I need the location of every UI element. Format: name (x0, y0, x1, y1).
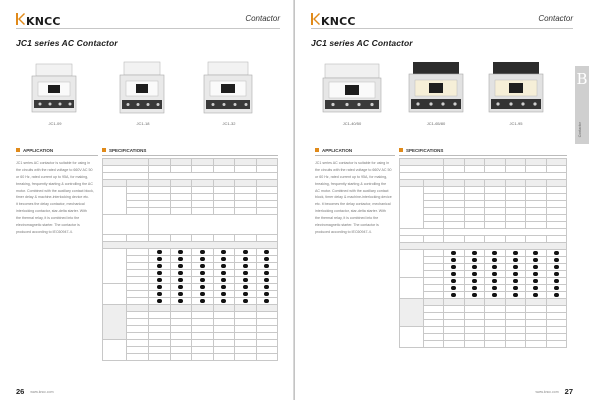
table-row (400, 194, 567, 201)
dot-mark (472, 272, 477, 277)
dot-mark (513, 258, 518, 263)
dot-mark (533, 293, 538, 298)
table-row (400, 236, 567, 243)
dot-mark (451, 265, 456, 270)
dot-mark (451, 258, 456, 263)
table-row (103, 277, 278, 284)
application-line: or 60 Hz, rated current up to 95A, for making, (16, 174, 89, 179)
application-line: motor. Combined with the auxiliary contact block, (16, 188, 94, 193)
logo-icon (311, 13, 320, 25)
dot-mark (221, 257, 226, 262)
bullet-square-icon (102, 148, 106, 152)
contactor-icon (110, 58, 176, 120)
contactor-icon (483, 58, 549, 120)
table-row (103, 166, 278, 173)
page-footer (16, 387, 54, 396)
product-image-3 (483, 58, 549, 126)
dot-mark (554, 293, 559, 298)
application-line: interlocking contactor, star-delta starter. With (16, 209, 87, 214)
dot-mark (554, 251, 559, 256)
table-row (400, 257, 567, 264)
application-line: breaking, frequently starting & controlling the (315, 181, 387, 186)
dot-mark (554, 258, 559, 263)
dot-mark (221, 250, 226, 255)
dot-mark (178, 257, 183, 262)
product-caption: JC1-65/80 (426, 121, 446, 126)
dot-mark (243, 271, 248, 276)
dot-mark (157, 292, 162, 297)
application-line: JC1 series AC contactor is suitable for using in (315, 161, 390, 165)
table-row (103, 305, 278, 312)
table-row (103, 291, 278, 298)
table-row (400, 222, 567, 229)
table-row (103, 201, 278, 208)
table-row (400, 299, 567, 306)
table-row (400, 201, 567, 208)
dot-mark (200, 264, 205, 269)
table-row (400, 180, 567, 187)
table-row (103, 159, 278, 166)
table-row (103, 263, 278, 270)
table-row (400, 271, 567, 278)
application-line: the thermal relay, it is combined into the (16, 216, 80, 221)
section-label: Contactor (245, 14, 280, 23)
product-caption: JC1-09 (48, 121, 62, 126)
product-caption: JC1-32 (222, 121, 236, 126)
table-row (400, 215, 567, 222)
product-caption: JC1-40/50 (342, 121, 362, 126)
table-row (103, 235, 278, 242)
dot-mark (178, 250, 183, 255)
dot-mark (178, 299, 183, 304)
table-row (400, 278, 567, 285)
application-line: the circuits with the rated voltage to 660V AC 50 (315, 167, 392, 172)
application-line: the circuits with the rated voltage to 660V AC 50 (16, 167, 93, 172)
product-image-3 (196, 58, 262, 126)
side-tab (575, 66, 589, 144)
dot-mark (472, 293, 477, 298)
application-line: produced according to IEC60947-4. (315, 229, 372, 234)
table-row (400, 320, 567, 327)
dot-mark (157, 299, 162, 304)
page-number: 26 (16, 387, 25, 396)
dot-mark (243, 257, 248, 262)
dot-mark (221, 271, 226, 276)
dot-mark (451, 293, 456, 298)
table-row (103, 354, 278, 361)
dot-mark (472, 286, 477, 291)
specifications-rule (399, 155, 567, 156)
table-row (400, 208, 567, 215)
product-image-2 (110, 58, 176, 126)
dot-mark (178, 278, 183, 283)
dot-mark (513, 265, 518, 270)
application-line: etc. it becomes the delay contactor, mechanical (315, 202, 391, 207)
application-line: or 60 Hz, rated current up to 95A, for making, (315, 174, 388, 179)
dot-mark (264, 285, 269, 290)
dot-mark (157, 250, 162, 255)
dot-mark (157, 278, 162, 283)
table-row (400, 187, 567, 194)
table-row (103, 333, 278, 340)
page-number: 27 (564, 387, 573, 396)
application-text (315, 160, 395, 236)
dot-mark (264, 292, 269, 297)
table-row (103, 347, 278, 354)
application-line: AC motor. Combined with the auxiliary contact (315, 188, 389, 193)
dot-mark (554, 265, 559, 270)
dot-mark (200, 299, 205, 304)
page-title: JC1 series AC Contactor (311, 38, 413, 48)
table-row (103, 340, 278, 347)
dot-mark (200, 292, 205, 297)
table-row (400, 250, 567, 257)
application-line: block, timer delay & machine-interlocking device (315, 195, 392, 200)
application-line: the thermal relay, it is combined into the (315, 216, 379, 221)
table-row (103, 194, 278, 201)
table-row (400, 285, 567, 292)
dot-mark (533, 251, 538, 256)
dot-mark (451, 272, 456, 277)
table-row (400, 341, 567, 348)
contactor-icon (403, 58, 469, 120)
table-row (103, 256, 278, 263)
table-row (103, 249, 278, 256)
dot-mark (157, 264, 162, 269)
bullet-square-icon (399, 148, 403, 152)
dot-mark (492, 286, 497, 291)
section-label: Contactor (538, 14, 573, 23)
bullet-square-icon (16, 148, 20, 152)
dot-mark (533, 265, 538, 270)
dot-mark (178, 285, 183, 290)
logo-text: KNCC (26, 15, 61, 28)
dot-mark (513, 293, 518, 298)
dot-mark (554, 272, 559, 277)
table-row (400, 243, 567, 250)
dot-mark (533, 286, 538, 291)
table-row (103, 270, 278, 277)
application-line: JC1 series AC contactor is suitable for using in (16, 161, 91, 165)
application-line: produced according to IEC60947-4. (16, 229, 73, 234)
bullet-square-icon (315, 148, 319, 152)
specifications-table (102, 158, 278, 361)
table-row (103, 208, 278, 215)
dot-mark (157, 271, 162, 276)
application-line: breaking, frequently starting & controlling the AC (16, 181, 93, 186)
table-row (103, 298, 278, 305)
dot-mark (472, 258, 477, 263)
table-row (103, 312, 278, 319)
dot-mark (221, 299, 226, 304)
dot-mark (157, 257, 162, 262)
logo-icon (16, 13, 25, 25)
table-row (103, 284, 278, 291)
dot-mark (243, 285, 248, 290)
contactor-icon (196, 58, 262, 120)
dot-mark (264, 257, 269, 262)
dot-mark (451, 251, 456, 256)
dot-mark (451, 286, 456, 291)
dot-mark (492, 265, 497, 270)
dot-mark (221, 292, 226, 297)
dot-mark (243, 250, 248, 255)
side-tab-label: Contactor (578, 122, 582, 138)
dot-mark (221, 264, 226, 269)
footer-website: www.kncc.com (535, 389, 559, 394)
application-rule (16, 155, 98, 156)
dot-mark (264, 250, 269, 255)
application-heading: APPLICATION (16, 146, 53, 154)
table-row (103, 326, 278, 333)
product-caption: JC1-95 (509, 121, 523, 126)
application-text (16, 160, 98, 236)
header-rule (16, 28, 280, 29)
dot-mark (554, 286, 559, 291)
table-row (400, 327, 567, 334)
table-row (400, 306, 567, 313)
dot-mark (178, 264, 183, 269)
application-line: electromagnetic starter. The contactor is (16, 223, 80, 228)
dot-mark (472, 265, 477, 270)
dot-mark (221, 278, 226, 283)
application-rule (315, 155, 395, 156)
dot-mark (264, 271, 269, 276)
header-rule (311, 28, 573, 29)
specifications-heading: SPECIFICATIONS (399, 146, 443, 154)
specifications-heading: SPECIFICATIONS (102, 146, 146, 154)
table-row (400, 334, 567, 341)
specifications-table (399, 158, 567, 348)
table-row (400, 313, 567, 320)
dot-mark (472, 251, 477, 256)
product-image-1 (22, 58, 88, 126)
dot-mark (264, 278, 269, 283)
table-row (103, 215, 278, 235)
table-row (400, 292, 567, 299)
footer-website: www.kncc.com (30, 389, 54, 394)
dot-mark (513, 286, 518, 291)
dot-mark (492, 293, 497, 298)
dot-mark (533, 279, 538, 284)
right-page (295, 0, 589, 400)
dot-mark (264, 299, 269, 304)
dot-mark (513, 272, 518, 277)
dot-mark (243, 292, 248, 297)
dot-mark (157, 285, 162, 290)
dot-mark (200, 271, 205, 276)
page-footer (536, 387, 574, 396)
dot-mark (200, 285, 205, 290)
application-line: timer delay & machine-interlocking device etc. (16, 195, 90, 200)
table-row (400, 229, 567, 236)
dot-mark (243, 299, 248, 304)
table-row (103, 242, 278, 249)
table-row (400, 173, 567, 180)
table-row (400, 264, 567, 271)
dot-mark (178, 271, 183, 276)
dot-mark (200, 278, 205, 283)
specifications-rule (102, 155, 278, 156)
table-row (103, 173, 278, 180)
dot-mark (264, 264, 269, 269)
application-line: interlocking contactor, star-delta starter. With (315, 209, 386, 214)
application-heading: APPLICATION (315, 146, 352, 154)
table-row (103, 180, 278, 187)
contactor-icon (319, 58, 385, 120)
product-image-1 (319, 58, 385, 126)
dot-mark (243, 278, 248, 283)
dot-mark (200, 257, 205, 262)
table-row (400, 166, 567, 173)
contactor-icon (22, 58, 88, 120)
product-image-2 (403, 58, 469, 126)
dot-mark (221, 285, 226, 290)
dot-mark (451, 279, 456, 284)
logo-text: KNCC (321, 15, 356, 28)
dot-mark (492, 272, 497, 277)
dot-mark (513, 251, 518, 256)
table-row (400, 159, 567, 166)
page-title: JC1 series AC Contactor (16, 38, 118, 48)
dot-mark (513, 279, 518, 284)
dot-mark (200, 250, 205, 255)
dot-mark (554, 279, 559, 284)
table-row (103, 187, 278, 194)
dot-mark (533, 258, 538, 263)
dot-mark (492, 279, 497, 284)
table-row (103, 319, 278, 326)
dot-mark (243, 264, 248, 269)
left-page (0, 0, 294, 400)
side-tab-letter: B (576, 70, 588, 88)
application-line: electromagnetic starter. The contactor is (315, 223, 379, 228)
dot-mark (178, 292, 183, 297)
dot-mark (492, 258, 497, 263)
application-line: it becomes the delay contactor, mechanical (16, 202, 85, 207)
product-caption: JC1-18 (136, 121, 150, 126)
dot-mark (492, 251, 497, 256)
dot-mark (533, 272, 538, 277)
dot-mark (472, 279, 477, 284)
